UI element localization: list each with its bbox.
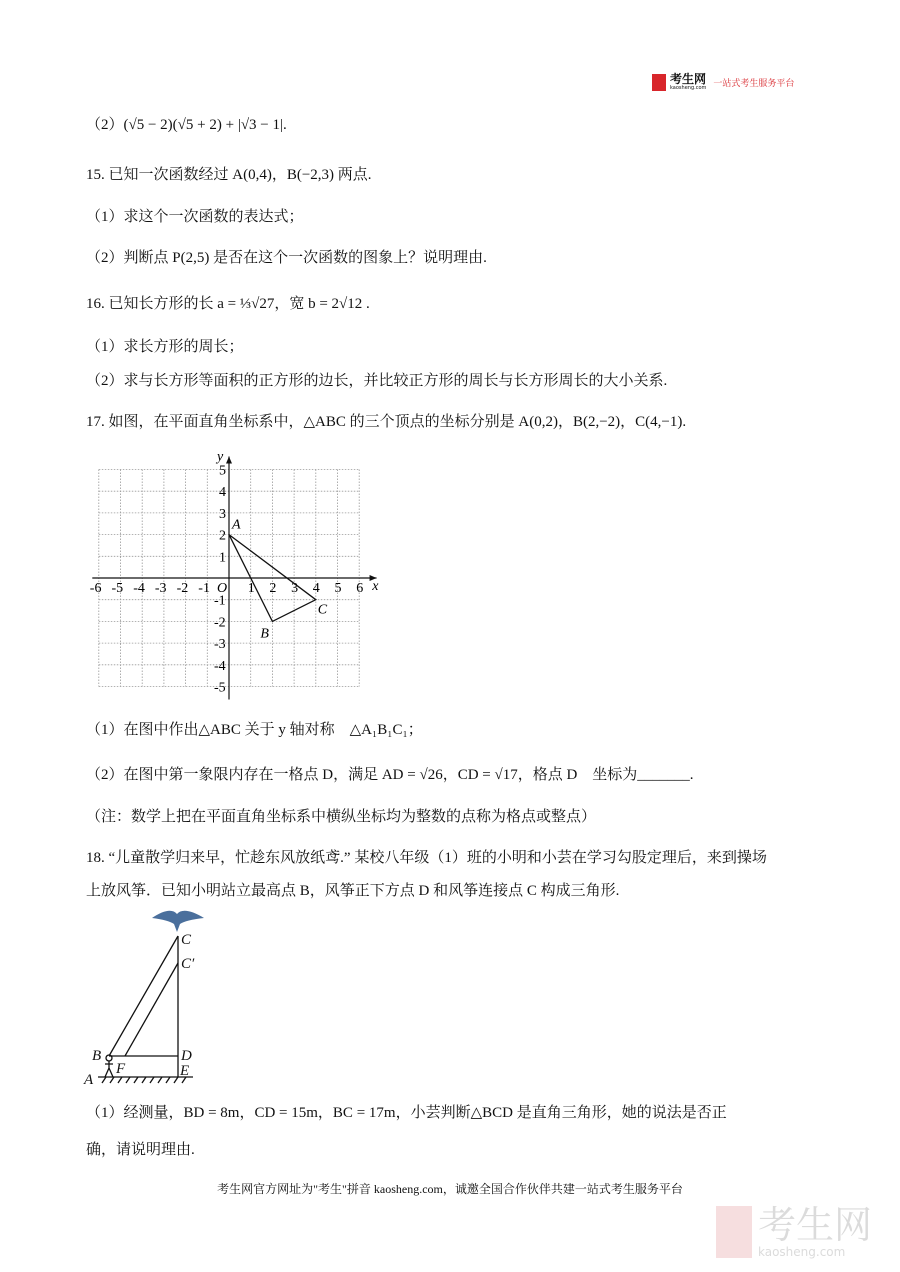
x-tick-label: -6: [89, 581, 102, 596]
label-D: D: [181, 1048, 192, 1064]
x-tick-label: -1: [198, 581, 210, 596]
origin-label: O: [217, 581, 228, 596]
label-A: A: [84, 1072, 94, 1088]
y-tick-label: -4: [214, 658, 226, 674]
watermark-url: kaosheng.com: [758, 1245, 846, 1259]
x-tick-label: 3: [291, 581, 299, 596]
footer-text: 考生网官方网址为"考生"拼音 kaosheng.com，诚邀全国合作伙伴共建一站式考生服务平台: [217, 1182, 683, 1196]
label-C: C: [181, 932, 192, 948]
q17-part1: （1）在图中作出△ABC 关于 y 轴对称 △A₁B₁C₁；: [86, 722, 423, 738]
y-tick-label: 3: [219, 506, 226, 522]
y-tick-label: 4: [219, 485, 226, 501]
y-tick-label: 1: [219, 550, 226, 566]
logo-slogan: 一站式考生服务平台: [713, 78, 795, 89]
x-tick-label: -2: [176, 581, 189, 596]
label-B: B: [92, 1048, 102, 1064]
kite-bird-icon: [152, 911, 204, 932]
label-E: E: [180, 1063, 190, 1079]
label-C-prime: C′: [181, 956, 195, 972]
label-F: F: [116, 1061, 126, 1077]
q18-stem-cont: 上放风筝．已知小明站立最高点 B，风筝正下方点 D 和风筝连接点 C 构成三角形.: [86, 883, 620, 899]
x-tick-label: 4: [312, 581, 320, 596]
watermark: [716, 1205, 872, 1259]
logo-url: kaosheng.com: [670, 85, 707, 91]
vertex-label-B: B: [260, 626, 269, 642]
x-tick-label: 1: [247, 581, 255, 596]
q17-note: （注：数学上把在平面直角坐标系中横纵坐标均为整数的点称为格点或整点）: [86, 809, 597, 825]
q18-stem: 18. “儿童散学归来早，忙趁东风放纸鸢.” 某校八年级（1）班的小明和小芸在学习勾股定理后，来到操场: [86, 850, 767, 866]
q16-part1: （1）求长方形的周长；: [86, 339, 244, 355]
x-tick-label: -5: [111, 581, 124, 596]
y-tick-label: 5: [219, 463, 226, 479]
q15-stem: 15. 已知一次函数经过 A(0,4)，B(−2,3) 两点.: [86, 167, 372, 183]
y-tick-label: 2: [219, 528, 226, 544]
logo-name: 考生网: [670, 72, 707, 86]
q15-part2: （2）判断点 P(2,5) 是否在这个一次函数的图象上？说明理由.: [86, 250, 487, 266]
y-axis-arrow-icon: [226, 456, 232, 463]
x-axis-label: x: [372, 579, 379, 594]
q16-stem: 16. 已知长方形的长 a = ⅓√27，宽 b = 2√12 .: [86, 296, 370, 312]
q15-part1: （1）求这个一次函数的表达式；: [86, 209, 304, 225]
q14-part2: （2）(√5 − 2)(√5 + 2) + |√3 − 1|.: [86, 117, 287, 133]
watermark-name: 考生网: [758, 1203, 873, 1247]
x-tick-label: -4: [133, 581, 145, 596]
x-tick-label: -3: [154, 581, 167, 596]
x-tick-label: 2: [269, 581, 277, 596]
x-tick-label: 6: [356, 581, 364, 596]
vertex-label-C: C: [317, 602, 328, 618]
y-axis-label: y: [217, 449, 224, 465]
y-tick-label: -1: [214, 593, 226, 609]
q18-part1-cont: 确，请说明理由.: [86, 1142, 195, 1158]
kite-figure: [80, 900, 250, 1090]
vertex-label-A: A: [232, 517, 241, 533]
q18-part1: （1）经测量，BD = 8m，CD = 15m，BC = 17m，小芸判断△BCD 是直角三角形，她的说法是否正: [86, 1105, 727, 1121]
y-tick-label: -2: [214, 615, 226, 631]
y-tick-label: -5: [214, 680, 226, 696]
watermark-logo-icon: [716, 1206, 752, 1258]
q16-part2: （2）求与长方形等面积的正方形的边长，并比较正方形的周长与长方形周长的大小关系.: [86, 373, 668, 389]
y-tick-label: -3: [214, 637, 226, 653]
q17-part2: （2）在图中第一象限内存在一格点 D，满足 AD = √26，CD = √17，格点 D 坐标为_______.: [86, 767, 694, 783]
x-tick-label: 5: [334, 581, 342, 596]
q17-stem: 17. 如图，在平面直角坐标系中，△ABC 的三个顶点的坐标分别是 A(0,2)，B(2,−2)，C(4,−1).: [86, 414, 687, 430]
